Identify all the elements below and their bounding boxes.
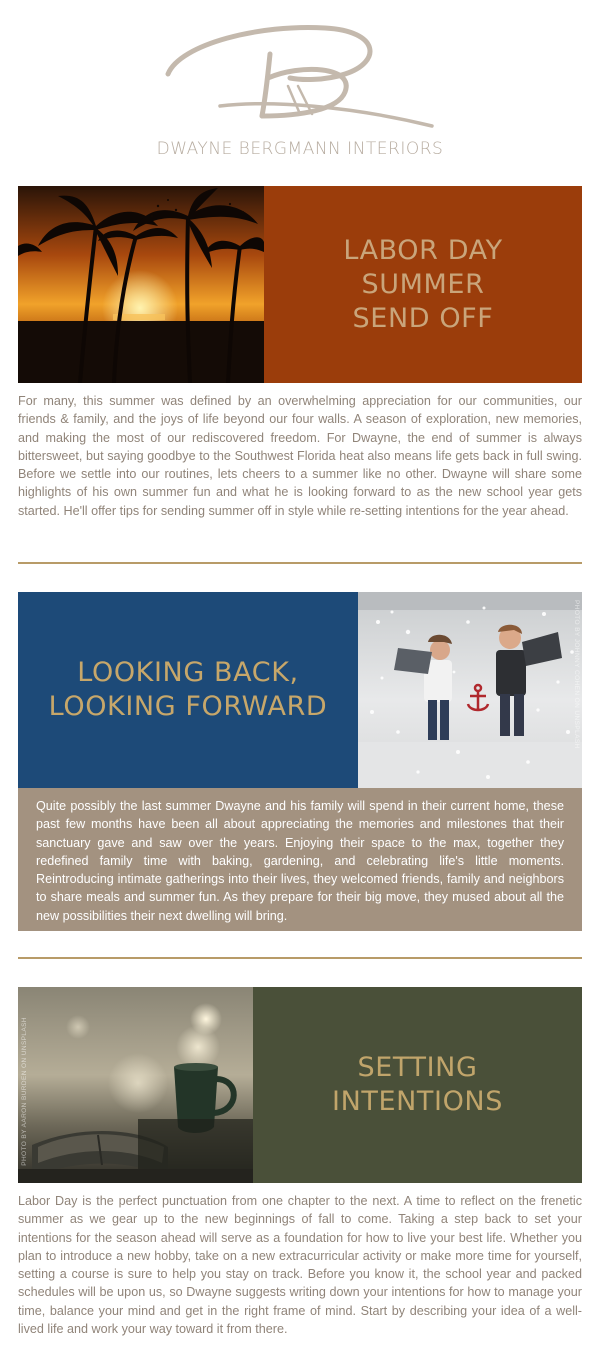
photo-credit: PHOTO BY AARON BURDEN ON UNSPLASH — [21, 1017, 28, 1166]
looking-back-title-panel — [18, 592, 358, 788]
setting-intentions-title-panel — [253, 987, 582, 1183]
looking-back-body-text: Quite possibly the last summer Dwayne and his family will spend in their current home, these past few months have been all about appreciating the memories and milestones that their sanctuary gave and saw over the years. Enjoying their space to the max, together they redefined family time with baking, gardening, and celebrating life's little moments. Reintroducing intimate gatherings into their lives, they welcomed friends, family and neighbors to share meals and summer fun. As they prepare for their big move, they mused about all the new possibilities their next dwelling will bring. — [36, 799, 564, 923]
brand-name: DWAYNE BERGMANN INTERIORS — [156, 139, 444, 159]
db-monogram-logo — [150, 14, 450, 134]
palm-tree-sunset-image — [18, 186, 264, 383]
photo-credit: PHOTO BY JOHNNY COHEN ON UNSPLASH — [573, 600, 580, 749]
section-title-line: SETTING — [357, 1052, 478, 1083]
section-title-line: LABOR DAY — [343, 234, 503, 266]
looking-back-text-box — [18, 788, 582, 931]
labor-day-title-panel — [264, 186, 582, 383]
section-title-line: SUMMER — [361, 268, 485, 300]
looking-back-banner — [18, 592, 582, 788]
section-divider — [18, 957, 582, 959]
setting-intentions-body-text: Labor Day is the perfect punctuation from one chapter to the next. A time to reflect on the frenetic summer as we gear up to the new beginnings of fall to come. Taking a step back to set your intentions for the season ahead will serve as a foundation for how to live your best life. Whether you plan to introduce a new hobby, take on a new extracurricular activity or make more time for yourself, setting a course is sure to help you stay on track. Before you know it, the school year and packed schedules will be upon us, so Dwayne suggests writing down your intentions for how to manage your time, balance your mind and get in the right frame of mind. Start by describing your idea of a well-lived life and work your way toward it from there. — [18, 1194, 582, 1337]
section-divider — [18, 562, 582, 564]
coffee-mug-and-book-image — [18, 987, 253, 1183]
section-title-line: INTENTIONS — [332, 1086, 503, 1117]
setting-intentions-banner — [18, 987, 582, 1183]
kids-pillow-fight-image — [358, 592, 582, 788]
section-title-line: LOOKING FORWARD — [48, 691, 328, 722]
labor-day-banner — [18, 186, 582, 383]
labor-day-body-text: For many, this summer was defined by an overwhelming appreciation for our communities, our friends & family, and the joys of life beyond our four walls. A season of exploration, new memories, and making the most of our rediscovered freedom. For Dwayne, the end of summer is always bittersweet, but saying goodbye to the Southwest Florida heat also means life gets back in full swing. Before we settle into our routines, lets cheers to a summer like no other. Dwayne will share some highlights of his own summer fun and what he is looking forward to as the new school year gets started. He'll offer tips for sending summer off in style while re-setting intentions for the year ahead. — [18, 394, 582, 518]
section-title-line: SEND OFF — [352, 302, 494, 334]
section-title-line: LOOKING BACK, — [77, 657, 299, 688]
